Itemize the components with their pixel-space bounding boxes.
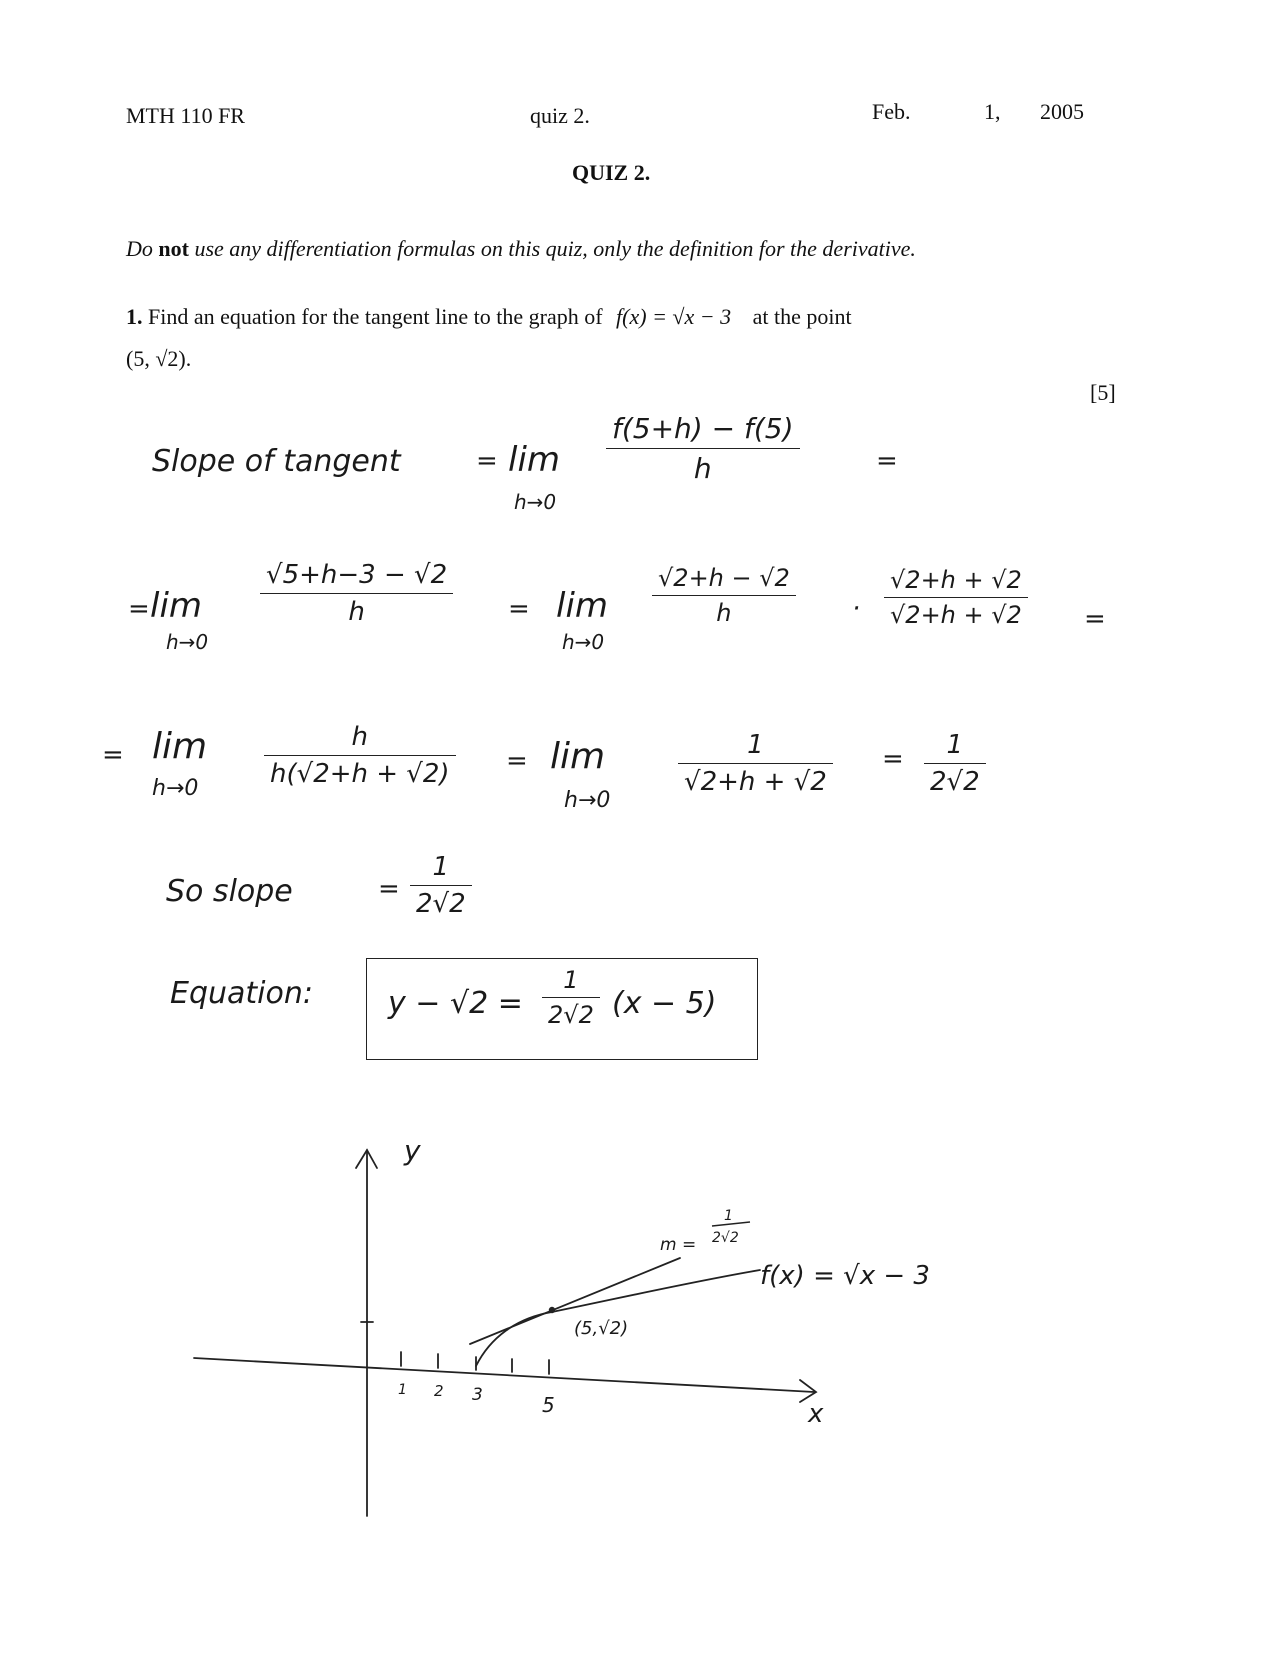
point-label: (5,√2)	[574, 1318, 629, 1339]
problem-at-point: at the point	[752, 304, 852, 329]
instructions-do: Do	[126, 236, 153, 261]
limit-symbol: lim	[556, 586, 609, 626]
answer-lhs: y − √2 =	[388, 986, 523, 1021]
so-slope-label: So slope	[166, 874, 293, 909]
course-code: MTH 110 FR	[126, 103, 245, 128]
page-title: QUIZ 2.	[572, 160, 651, 185]
equation-label: Equation:	[170, 976, 313, 1011]
date-day: 1,	[984, 99, 1001, 124]
line2-c-denominator: √2+h + √2	[884, 597, 1028, 629]
line3-c-denominator: 2√2	[924, 763, 986, 797]
limit-symbol: lim	[550, 736, 606, 777]
x-tick-label-3: 3	[472, 1385, 483, 1405]
multiply-dot: ·	[852, 594, 861, 624]
problem-text: Find an equation for the tangent line to the graph of	[148, 304, 603, 329]
equals-sign: =	[476, 446, 498, 476]
line2-b-denominator: h	[652, 595, 796, 627]
line3-b-denominator: √2+h + √2	[678, 763, 833, 797]
equals-sign: =	[378, 874, 400, 904]
line3-b-numerator: 1	[747, 730, 764, 760]
date-month: Feb.	[872, 99, 911, 124]
limit-subscript: h→0	[514, 490, 557, 514]
line3-a-numerator: h	[351, 722, 369, 752]
slope-denominator: 2√2	[410, 885, 472, 919]
equals-sign: =	[508, 594, 530, 624]
x-axis	[194, 1358, 814, 1392]
slope-of-tangent-label: Slope of tangent	[152, 444, 401, 479]
line3-c-numerator: 1	[946, 730, 964, 760]
slope-numerator: 1	[432, 852, 450, 882]
curve-label: f(x) = √x − 3	[760, 1261, 930, 1291]
equals-sign: =	[506, 746, 528, 776]
line3-a-denominator: h(√2+h + √2)	[264, 755, 456, 789]
equals-sign: =	[1084, 604, 1106, 634]
instructions-not: not	[158, 236, 189, 261]
answer-rhs: (x − 5)	[612, 986, 717, 1021]
line2-c-numerator: √2+h + √2	[890, 566, 1022, 594]
x-axis-label: x	[808, 1399, 824, 1429]
y-axis-label: y	[404, 1134, 421, 1167]
limit-subscript: h→0	[152, 776, 199, 801]
x-tick-label-1: 1	[398, 1382, 407, 1398]
line2-b-numerator: √2+h − √2	[658, 564, 790, 592]
x-tick-label-2: 2	[434, 1382, 444, 1400]
slope-label-numerator: 1	[724, 1208, 733, 1224]
dq-numerator: f(5+h) − f(5)	[612, 412, 794, 445]
answer-slope-denominator: 2√2	[542, 997, 600, 1029]
dq-denominator: h	[606, 448, 800, 485]
line2-a-denominator: h	[260, 593, 453, 627]
tangent-point	[549, 1307, 555, 1313]
equals-sign: =	[882, 744, 904, 774]
limit-symbol: lim	[508, 440, 561, 480]
problem-number: 1.	[126, 304, 143, 329]
date-year: 2005	[1040, 99, 1084, 124]
problem-point: (5, √2).	[126, 346, 192, 371]
line2-a-numerator: √5+h−3 − √2	[266, 560, 448, 590]
limit-symbol: lim	[150, 586, 203, 626]
equals-sign: =	[876, 446, 898, 476]
answer-slope-numerator: 1	[563, 966, 579, 994]
limit-subscript: h→0	[564, 788, 611, 813]
problem-marks: [5]	[1090, 380, 1116, 405]
problem-function: f(x) = √x − 3	[616, 304, 732, 329]
limit-symbol: lim	[152, 726, 208, 767]
slope-label-m: m =	[660, 1235, 697, 1255]
slope-label-denominator: 2√2	[712, 1230, 739, 1246]
limit-subscript: h→0	[562, 630, 605, 654]
x-tick-label-5: 5	[542, 1393, 555, 1417]
quiz-label: quiz 2.	[530, 103, 590, 128]
limit-subscript: h→0	[166, 630, 209, 654]
equals-sign: =	[128, 594, 150, 624]
instructions-rest: use any differentiation formulas on this quiz, only the definition for the derivative.	[188, 236, 916, 261]
equals-sign: =	[102, 740, 124, 770]
